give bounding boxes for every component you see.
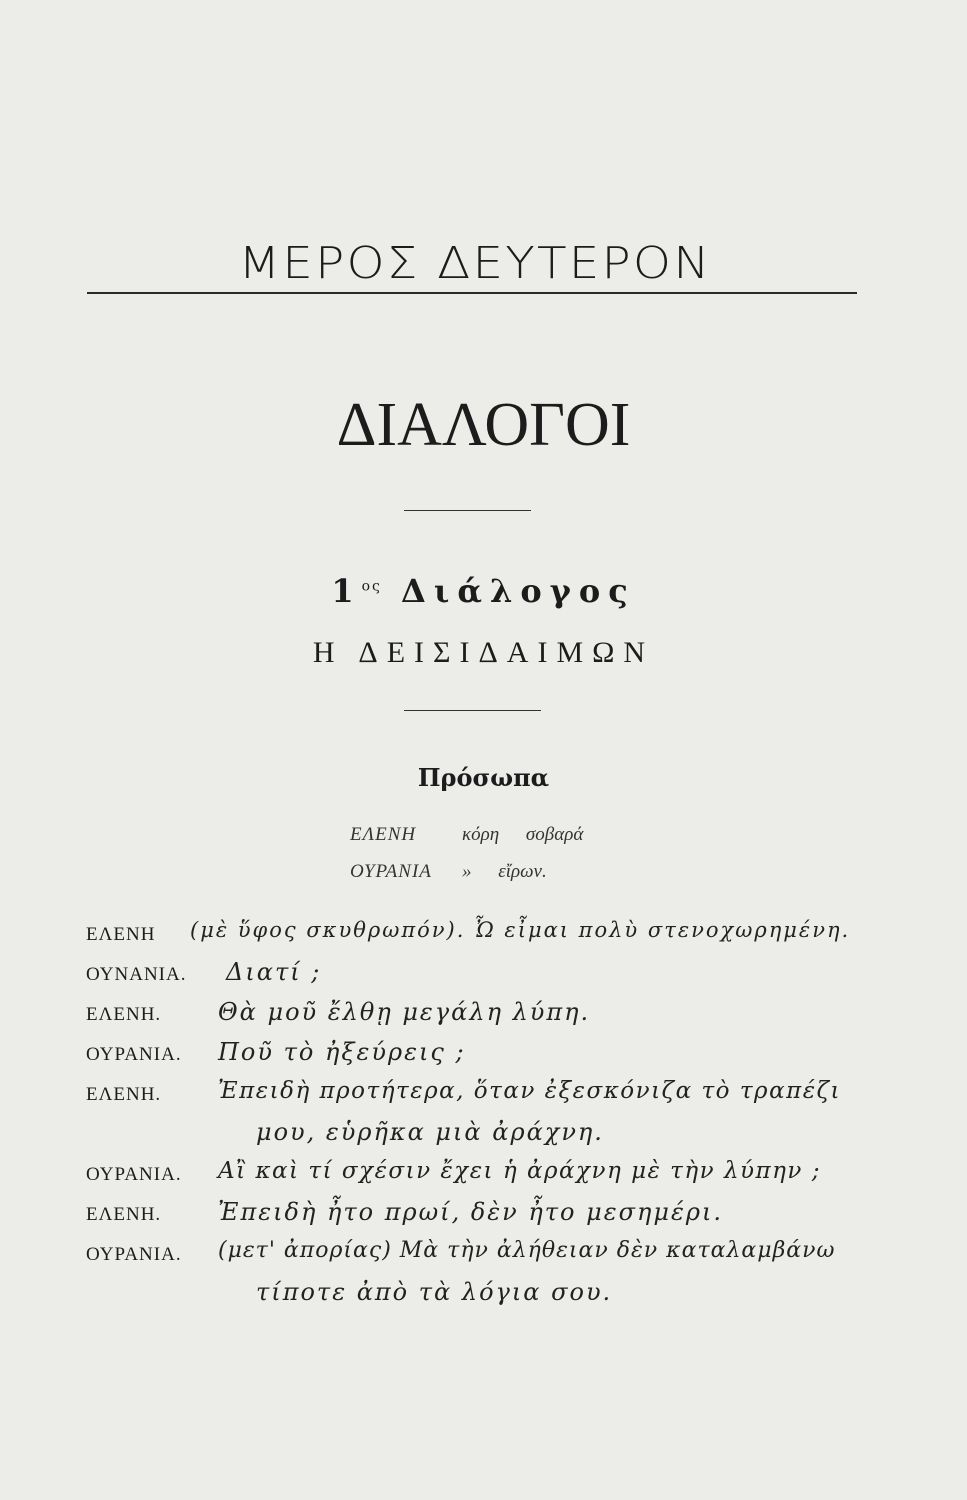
dialogue-script [86, 918, 876, 1318]
cast-description: κόρη σοβαρά [462, 824, 584, 845]
speaker-name: ΕΛΕΝΗ. [86, 1084, 162, 1105]
cast-name: ΟΥΡΑΝΙΑ [350, 861, 432, 882]
dialogue-line [86, 1238, 876, 1278]
speech-text: Αἲ καὶ τί σχέσιν ἔχει ἡ ἀράχνη μὲ τὴν λύπην ; [218, 1158, 821, 1184]
speaker-name: ΟΥΡΑΝΙΑ. [86, 1164, 182, 1185]
speech-text: Θὰ μοῦ ἔλθῃ μεγάλη λύπη. [218, 998, 591, 1026]
dialogue-line [86, 1158, 876, 1198]
divider-rule-short [404, 710, 541, 711]
speaker-name: ΟΥΡΑΝΙΑ. [86, 1044, 182, 1065]
main-title: ΔΙΑΛΟΓΟΙ [336, 391, 631, 459]
dialogue-numeral: 1 [331, 572, 362, 610]
cast-item [350, 861, 583, 898]
speech-text: Διατί ; [226, 958, 322, 986]
speaker-name: ΕΛΕΝΗ. [86, 1004, 162, 1025]
speech-text: Ἐπειδὴ προτήτερα, ὅταν ἐξεσκόνιζα τὸ τραπέζι [218, 1078, 842, 1104]
speech-text: τίποτε ἀπὸ τὰ λόγια σου. [256, 1278, 613, 1306]
speech-text: Ἐπειδὴ ἦτο πρωί, δὲν ἦτο μεσημέρι. [218, 1198, 723, 1226]
speech-text: μου, εὑρῆκα μιὰ ἀράχνη. [256, 1118, 604, 1146]
dialogue-subtitle: Η ΔΕΙΣΙΔΑΙΜΩΝ [312, 636, 655, 669]
speaker-name: ΕΛΕΝΗ. [86, 1204, 162, 1225]
dialogue-line [86, 918, 876, 958]
dialogue-line [86, 1078, 876, 1118]
speaker-name: ΕΛΕΝΗ [86, 924, 156, 945]
dialogue-line-continuation [86, 1278, 876, 1318]
dialogue-word: Διάλογος [401, 572, 636, 610]
dialogue-heading [0, 572, 967, 610]
speaker-name: ΟΥΡΑΝΙΑ. [86, 1244, 182, 1265]
divider-rule [87, 292, 857, 294]
cast-name: ΕΛΕΝΗ [350, 824, 417, 845]
part-title: ΜΕΡΟΣ ΔΕΥΤΕΡΟΝ [238, 238, 712, 289]
persons-heading: Πρόσωπα [417, 763, 550, 792]
dialogue-line [86, 998, 876, 1038]
cast-list [350, 824, 583, 898]
dialogue-line-continuation [86, 1118, 876, 1158]
dialogue-numeral-suffix: ος [361, 578, 382, 595]
divider-rule-short [404, 510, 531, 511]
cast-description: » εἴρων. [462, 861, 547, 882]
cast-item [350, 824, 583, 861]
speech-text: (μετ' ἀπορίας) Μὰ τὴν ἀλήθειαν δὲν καταλαμβάνω [218, 1238, 836, 1263]
speech-text: (μὲ ὕφος σκυθρωπόν). Ὦ εἶμαι πολὺ στενοχωρημένη. [190, 918, 851, 942]
speaker-name: ΟΥΝΑΝΙΑ. [86, 964, 187, 985]
dialogue-line [86, 958, 876, 998]
dialogue-line [86, 1038, 876, 1078]
dialogue-line [86, 1198, 876, 1238]
speech-text: Ποῦ τὸ ἠξεύρεις ; [218, 1038, 466, 1066]
